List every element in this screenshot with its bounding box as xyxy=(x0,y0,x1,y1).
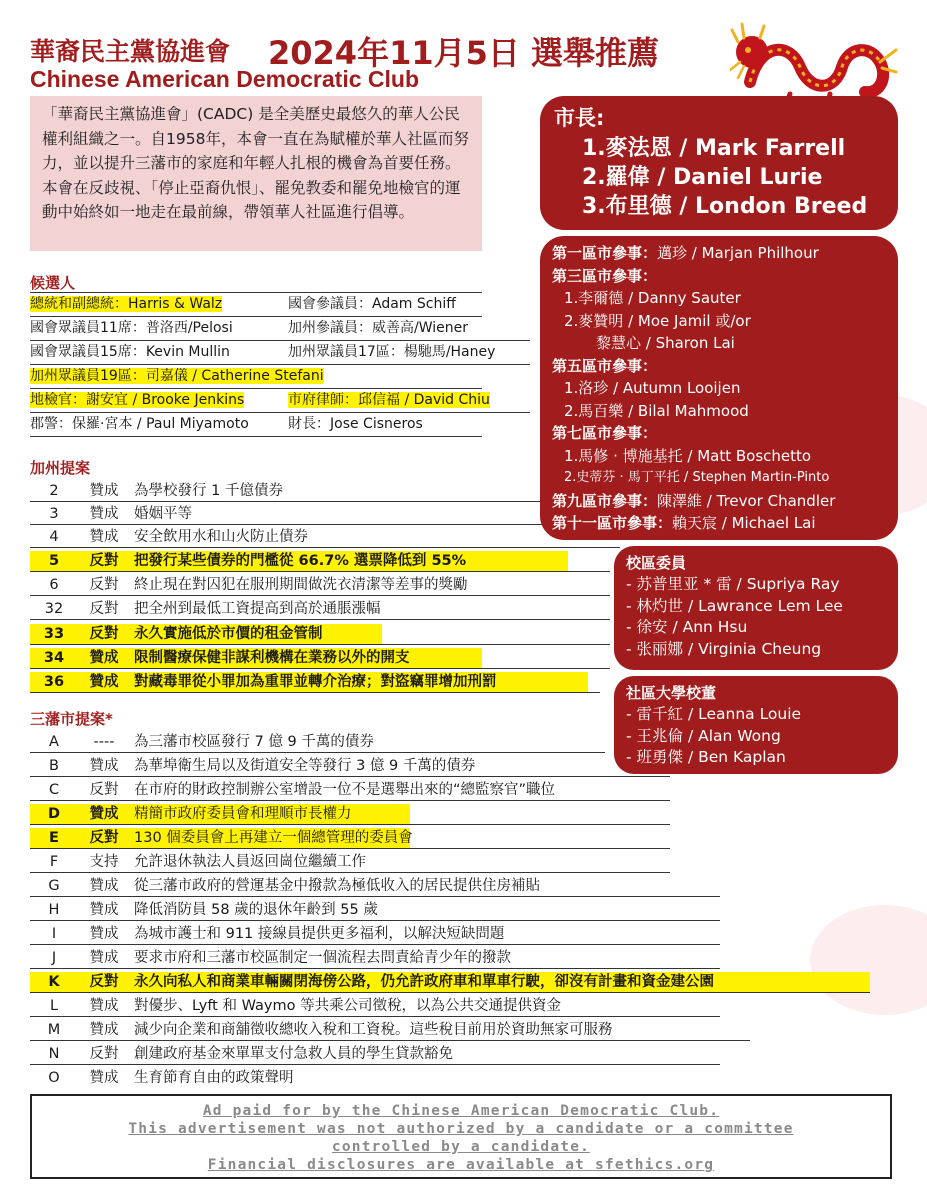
prop-number: 5 xyxy=(48,553,60,569)
school-board-item: - 徐安 / Ann Hsu xyxy=(626,618,748,636)
table-row xyxy=(30,574,610,596)
school-board-box xyxy=(614,546,898,670)
table-row xyxy=(30,827,670,849)
school-board-item: - 林灼世 / Lawrance Lem Lee xyxy=(626,596,843,615)
prop-position: 反對 xyxy=(89,577,119,593)
prop-number: M xyxy=(47,1022,61,1038)
city-props-title: 三藩市提案* xyxy=(30,710,113,728)
table-row xyxy=(30,899,720,921)
prop-position: 反對 xyxy=(89,1046,119,1062)
prop-number: K xyxy=(48,974,60,990)
intro-paragraph: 「華裔民主黨協進會」(CADC) 是全美歷史最悠久的華人公民權利組織之一。自1958年，本會一直在為賦權於華人社區而努力，並以提升三藩市的家庭和年輕人扎根的機會為首要任務。本會在反歧視、「停止亞裔仇恨」、罷免教委和罷免地檢官的運動中始終如一地走在最前線，帶領華人社區進行倡導。 xyxy=(30,96,482,251)
prop-number: E xyxy=(49,830,59,846)
supervisor-line: 第一區市參事：邁珍 / Marjan Philhour xyxy=(552,244,819,262)
table-row xyxy=(30,503,590,525)
prop-position: 反對 xyxy=(89,553,119,569)
prop-number: 4 xyxy=(49,529,59,545)
supervisors-box xyxy=(540,236,898,540)
prop-number: 32 xyxy=(44,601,64,617)
prop-number: 34 xyxy=(43,650,65,666)
prop-position: 反對 xyxy=(89,626,119,642)
prop-description: 為華埠衛生局以及街道安全等發行 3 億 9 千萬的債券 xyxy=(134,758,476,774)
candidate-cell: 郡警：保羅·宮本 / Paul Miyamoto xyxy=(30,416,249,432)
prop-description: 生育節育自由的政策聲明 xyxy=(134,1070,294,1086)
org-name-zh: 華裔民主黨協進會 xyxy=(30,37,231,66)
table-row xyxy=(30,995,720,1017)
prop-description: 把全州到最低工資提高到高於通脹漲幅 xyxy=(134,601,381,617)
divider xyxy=(30,364,530,365)
candidate-cell: 國會眾議員11席：普洛西/Pelosi xyxy=(30,320,233,336)
prop-position: 反對 xyxy=(89,830,119,846)
prop-position: 贊成 xyxy=(89,1070,119,1086)
mayor-item: 1.麥法恩 / Mark Farrell xyxy=(582,136,846,161)
table-row xyxy=(30,550,610,572)
supervisor-line: 第九區市參事：陳澤維 / Trevor Chandler xyxy=(552,491,836,510)
org-name-en: Chinese American Democratic Club xyxy=(30,66,419,92)
table-row xyxy=(30,647,610,669)
table-row xyxy=(30,851,670,873)
prop-number: B xyxy=(49,758,59,774)
supervisor-line: 第三區市參事： xyxy=(552,266,658,285)
prop-position: 贊成 xyxy=(89,902,119,918)
prop-position: 贊成 xyxy=(89,998,119,1014)
prop-description: 婚姻平等 xyxy=(134,506,192,522)
school-board-title: 校區委員 xyxy=(626,554,687,572)
prop-description: 允許退休執法人員返回崗位繼續工作 xyxy=(134,854,366,870)
table-row xyxy=(30,671,610,693)
divider xyxy=(30,340,530,341)
supervisor-line: 黎慧心 / Sharon Lai xyxy=(596,334,735,352)
supervisor-line: 第七區市參事： xyxy=(552,424,658,442)
table-row xyxy=(30,1043,720,1065)
prop-description: 永久實施低於市價的租金管制 xyxy=(134,626,323,642)
divider xyxy=(30,292,482,293)
watermark-decoration xyxy=(810,905,927,1015)
prop-number: N xyxy=(48,1046,60,1062)
page-title: 2024年11月5日 選舉推薦 xyxy=(268,34,660,72)
mayor-title: 市長: xyxy=(554,106,605,130)
prop-number: I xyxy=(51,926,57,942)
prop-number: H xyxy=(48,902,60,918)
supervisor-line: 2.馬百樂 / Bilal Mahmood xyxy=(564,401,749,420)
candidate-cell: 加州眾議員19區：司嘉儀 / Catherine Stefani xyxy=(30,368,324,384)
prop-description: 終止現在對囚犯在服刑期間做洗衣清潔等差事的獎勵 xyxy=(134,577,468,593)
prop-position: 贊成 xyxy=(89,650,119,666)
supervisor-line: 2.麥贊明 / Moe Jamil 或/or xyxy=(564,311,751,330)
prop-position: 贊成 xyxy=(89,1022,119,1038)
table-row xyxy=(30,623,610,645)
prop-position: 贊成 xyxy=(89,483,119,499)
table-row xyxy=(30,803,670,825)
prop-position: 贊成 xyxy=(89,878,119,894)
prop-position: 反對 xyxy=(89,974,119,990)
college-board-title: 社區大學校董 xyxy=(626,684,717,702)
disclaimer-box xyxy=(30,1094,892,1179)
supervisor-line: 第十一區市參事：賴天宸 / Michael Lai xyxy=(552,514,816,532)
prop-position: 贊成 xyxy=(89,950,119,966)
supervisor-line: 1.洛珍 / Autumn Looijen xyxy=(564,379,741,397)
school-board-item: - 张丽娜 / Virginia Cheung xyxy=(626,639,822,658)
candidate-cell: 市府律師：邱信福 / David Chiu xyxy=(288,392,490,408)
prop-position: 贊成 xyxy=(89,758,119,774)
prop-description: 要求市府和三藩市校區制定一個流程去問責給青少年的撥款 xyxy=(134,950,511,966)
table-row xyxy=(30,480,590,502)
table-row xyxy=(30,755,605,777)
divider xyxy=(30,436,482,437)
mayor-box xyxy=(540,96,898,230)
prop-description: 為三藩市校區發行 7 億 9 千萬的債券 xyxy=(134,734,374,750)
prop-number: C xyxy=(48,782,60,798)
candidate-cell: 加州參議員：威善高/Wiener xyxy=(288,320,468,336)
prop-description: 為城市護士和 911 接線員提供更多福利，以解決短缺問題 xyxy=(134,926,505,942)
prop-number: D xyxy=(47,806,61,822)
prop-number: F xyxy=(49,854,59,870)
prop-position: 支持 xyxy=(89,854,119,870)
disclaimer-line: controlled by a candidate. xyxy=(331,1139,591,1155)
table-row xyxy=(30,731,605,753)
prop-description: 永久向私人和商業車輛關閉海傍公路，仍允許政府車和單車行駛，卻沒有計畫和資金建公園 xyxy=(134,974,714,990)
prop-position: 贊成 xyxy=(89,926,119,942)
prop-number: A xyxy=(49,734,59,750)
supervisor-line: 2.史蒂芬 · 馬丁平托 / Stephen Martin-Pinto xyxy=(564,470,830,485)
prop-position: ---- xyxy=(93,734,115,750)
prop-number: 36 xyxy=(43,674,65,690)
prop-description: 對優步、Lyft 和 Waymo 等共乘公司徵稅，以為公共交通提供資金 xyxy=(134,998,562,1014)
prop-number: 6 xyxy=(49,577,59,593)
prop-position: 贊成 xyxy=(89,506,119,522)
college-board-item: - 雷千紅 / Leanna Louie xyxy=(626,705,802,723)
prop-description: 創建政府基金來單單支付急救人員的學生貸款豁免 xyxy=(134,1046,453,1062)
college-board-box xyxy=(614,676,898,774)
supervisor-line: 第五區市參事： xyxy=(552,356,658,375)
prop-description: 對藏毒罪從小罪加為重罪並轉介治療；對盜竊罪增加刑罰 xyxy=(134,674,497,690)
prop-position: 贊成 xyxy=(89,529,119,545)
prop-number: J xyxy=(51,950,57,966)
table-row xyxy=(30,779,670,801)
disclaimer-line: Financial disclosures are available at sfethics.org xyxy=(207,1157,715,1173)
prop-number: G xyxy=(48,878,60,894)
supervisor-line: 1.馬修 · 博施基托 / Matt Boschetto xyxy=(564,446,812,465)
prop-description: 降低消防員 58 歲的退休年齡到 55 歲 xyxy=(134,902,378,918)
table-row xyxy=(30,971,870,993)
divider xyxy=(30,412,530,413)
table-row xyxy=(30,1019,750,1041)
college-board-item: - 王兆倫 / Alan Wong xyxy=(626,726,781,745)
mayor-item: 2.羅偉 / Daniel Lurie xyxy=(582,165,823,190)
table-row xyxy=(30,526,610,548)
candidate-cell: 地檢官：謝安宜 / Brooke Jenkins xyxy=(30,392,245,408)
divider xyxy=(30,388,482,389)
table-row xyxy=(30,598,610,620)
prop-description: 130 個委員會上再建立一個總管理的委員會 xyxy=(134,830,413,846)
prop-number: O xyxy=(48,1070,60,1086)
mayor-item: 3.布里德 / London Breed xyxy=(582,194,868,219)
prop-position: 反對 xyxy=(89,601,119,617)
prop-description: 安全飲用水和山火防止債券 xyxy=(134,529,308,545)
prop-description: 為學校發行 1 千億債券 xyxy=(134,483,283,499)
prop-number: 2 xyxy=(49,483,59,499)
disclaimer-line: This advertisement was not authorized by a candidate or a committee xyxy=(128,1121,794,1137)
candidate-cell: 加州眾議員17區：楊馳馬/Haney xyxy=(288,344,496,360)
table-row xyxy=(30,1067,720,1089)
candidate-cell: 國會眾議員15席：Kevin Mullin xyxy=(30,344,230,360)
prop-description: 精簡市政府委員會和理順市長權力 xyxy=(134,806,352,822)
prop-number: L xyxy=(49,998,59,1014)
candidates-title: 候選人 xyxy=(30,274,76,292)
prop-description: 把發行某些債券的門檻從 66.7% 選票降低到 55% xyxy=(134,553,467,569)
candidate-cell: 國會參議員：Adam Schiff xyxy=(288,296,456,312)
prop-description: 限制醫療保健非謀利機構在業務以外的開支 xyxy=(134,650,410,666)
college-board-item: - 班勇傑 / Ben Kaplan xyxy=(626,748,786,766)
candidate-cell: 總統和副總統：Harris & Walz xyxy=(30,296,223,312)
candidate-cell: 財長：Jose Cisneros xyxy=(288,416,423,432)
prop-position: 贊成 xyxy=(89,674,119,690)
prop-description: 減少向企業和商舖徵收總收入稅和工資稅。這些稅目前用於資助無家可服務 xyxy=(134,1022,613,1038)
disclaimer-line: Ad paid for by the Chinese American Democratic Club. xyxy=(202,1103,720,1119)
state-props-title: 加州提案 xyxy=(30,459,91,477)
prop-description: 在市府的財政控制辦公室增設一位不是選舉出來的“總監察官”職位 xyxy=(134,782,556,798)
divider xyxy=(30,316,482,317)
supervisor-line: 1.李爾德 / Danny Sauter xyxy=(564,289,741,307)
prop-number: 3 xyxy=(49,506,59,522)
table-row xyxy=(30,923,720,945)
prop-position: 贊成 xyxy=(89,806,119,822)
prop-position: 反對 xyxy=(89,782,119,798)
school-board-item: - 苏普里亚 * 雷 / Supriya Ray xyxy=(626,575,840,593)
table-row xyxy=(30,875,720,897)
prop-number: 33 xyxy=(43,626,65,642)
table-row xyxy=(30,947,720,969)
prop-description: 從三藩市政府的營運基金中撥款為極低收入的居民提供住房補貼 xyxy=(134,878,540,894)
